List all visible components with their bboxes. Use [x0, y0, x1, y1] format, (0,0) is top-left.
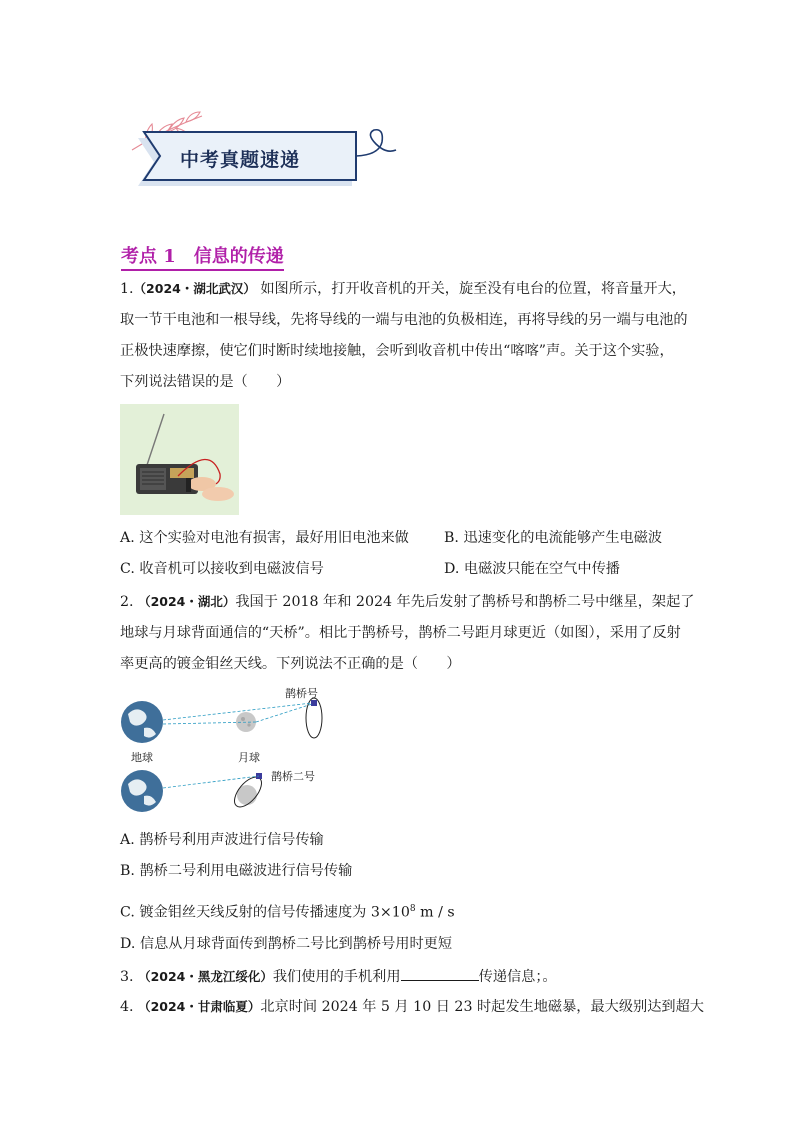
question-source: （2024・黑龙江绥化） [138, 969, 273, 984]
question-1-line-2: 取一节干电池和一根导线，先将导线的一端与电池的负极相连，再将导线的另一端与电池的 [120, 312, 688, 328]
question-4-line [120, 997, 704, 1017]
banner-title: 中考真题速递 [180, 149, 301, 171]
option-c-exponent: 8 [409, 904, 416, 914]
option-c-unit: m / s [420, 904, 455, 921]
question-1-line-3: 正极快速摩擦，使它们时断时续地接触，会听到收音机中传出“喀喀”声。关于这个实验， [120, 343, 674, 359]
question-text: 我们使用的手机利用 [272, 969, 401, 985]
radio-experiment-photo [120, 404, 239, 515]
question-text: 我国于 2018 年和 2024 年先后发射了鹊桥号和鹊桥二号中继星，架起了 [235, 594, 695, 610]
question-text: 如图所示，打开收音机的开关，旋至没有电台的位置，将音量开大， [260, 281, 686, 297]
question-2-option-d[interactable]: D. 信息从月球背面传到鹊桥二号比到鹊桥号用时更短 [120, 936, 453, 952]
question-1-option-d[interactable]: D. 电磁波只能在空气中传播 [444, 561, 620, 577]
question-1-option-c[interactable]: C. 收音机可以接收到电磁波信号 [120, 561, 324, 577]
option-c-text: C. 镀金钼丝天线反射的信号传播速度为 3×10 [120, 904, 410, 921]
question-2-option-a[interactable]: A. 鹊桥号利用声波进行信号传输 [120, 832, 324, 848]
swirl-decoration-icon [356, 130, 396, 156]
section-title: 考点 1 信息的传递 [121, 242, 284, 271]
question-number: 3. [120, 969, 134, 985]
question-3-line [120, 966, 557, 987]
question-source: （2024・湖北） [138, 594, 236, 609]
diagram-label-queqiao2: 鹊桥二号 [271, 770, 315, 783]
question-number: 4. [120, 999, 134, 1015]
question-2-option-c[interactable] [120, 899, 455, 923]
question-1-line-4: 下列说法错误的是（ ） [120, 374, 291, 390]
question-1-line-1 [120, 279, 686, 299]
question-source: （2024・湖北武汉） [133, 281, 256, 296]
question-text: 北京时间 2024 年 5 月 10 日 23 时起发生地磁暴，最大级别达到超大 [260, 999, 704, 1015]
question-number: 2. [120, 594, 134, 610]
question-number: 1. [120, 281, 134, 297]
diagram-label-earth: 地球 [131, 751, 153, 764]
diagram-label-moon: 月球 [238, 751, 260, 764]
question-1-option-a[interactable]: A. 这个实验对电池有损害，最好用旧电池来做 [120, 530, 409, 546]
question-2-line-1 [120, 592, 695, 612]
question-text-end: 传递信息；。 [478, 969, 557, 985]
diagram-label-queqiao: 鹊桥号 [285, 687, 318, 700]
question-1-option-b[interactable]: B. 迅速变化的电流能够产生电磁波 [444, 530, 663, 546]
question-2-line-3: 率更高的镀金钼丝天线。下列说法不正确的是（ ） [120, 656, 461, 672]
question-source: （2024・甘肃临夏） [138, 999, 261, 1014]
question-2-line-2: 地球与月球背面通信的“天桥”。相比于鹊桥号，鹊桥二号距月球更近（如图），采用了反射 [120, 625, 681, 641]
answer-blank[interactable] [401, 966, 479, 981]
question-2-option-b[interactable]: B. 鹊桥二号利用电磁波进行信号传输 [120, 863, 353, 879]
